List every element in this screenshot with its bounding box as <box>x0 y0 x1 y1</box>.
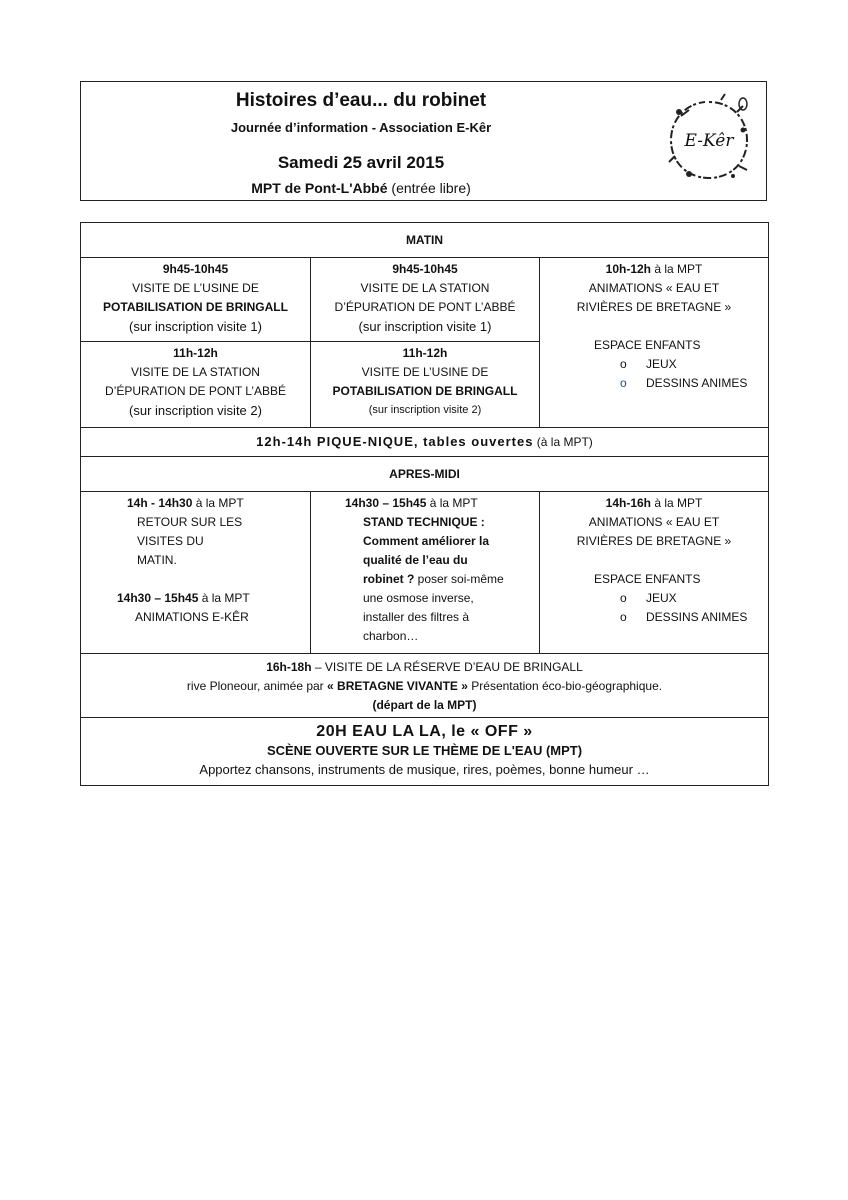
section-morning: MATIN <box>81 223 769 258</box>
list-item: o DESSINS ANIMES <box>620 376 748 390</box>
svg-text:E-Kêr: E-Kêr <box>684 131 734 151</box>
morning-visit-4: 11h-12h VISITE DE L’USINE DE POTABILISATION DE BRINGALL (sur inscription visite 2) <box>311 342 540 428</box>
list-item: o JEUX <box>620 591 677 605</box>
off-event-row: 20H EAU LA LA, le « OFF » SCÈNE OUVERTE SUR LE THÈME DE L'EAU (MPT) Apportez chansons, instruments de musique, rires, poèmes, bonne humeur … <box>81 718 769 786</box>
list-item: o DESSINS ANIMES <box>620 610 748 624</box>
page-title: Histoires d’eau... du robinet <box>235 90 487 111</box>
afternoon-animations: 14h-16h à la MPT ANIMATIONS « EAU ET RIVIÈRES DE BRETAGNE » ESPACE ENFANTS o JEUX o DESSINS ANIMES <box>540 492 769 654</box>
association-logo <box>659 90 759 190</box>
morning-visit-3: 11h-12h VISITE DE LA STATION D’ÉPURATION DE PONT L’ABBÉ (sur inscription visite 2) <box>81 342 311 428</box>
event-date: Samedi 25 avril 2015 <box>277 153 445 172</box>
morning-visit-1: 9h45-10h45 VISITE DE L’USINE DE POTABILISATION DE BRINGALL (sur inscription visite 1) <box>81 258 311 342</box>
afternoon-return: 14h - 14h30 à la MPT RETOUR SUR LES VISITES DU MATIN. 14h30 – 15h45 à la MPT ANIMATIONS E-KÊR <box>81 492 311 654</box>
list-item: o JEUX <box>620 357 677 371</box>
morning-visit-2: 9h45-10h45 VISITE DE LA STATION D’ÉPURATION DE PONT L’ABBÉ (sur inscription visite 1) <box>311 258 540 342</box>
header-box <box>80 81 767 201</box>
section-afternoon: APRES-MIDI <box>81 457 769 492</box>
reserve-visit-row: 16h-18h – VISITE DE LA RÉSERVE D’EAU DE BRINGALL rive Ploneour, animée par « BRETAGNE VIVANTE » Présentation éco-bio-géographique. (départ de la MPT) <box>81 654 769 718</box>
program-table <box>80 222 769 786</box>
event-place: MPT de Pont-L'Abbé (entrée libre) <box>251 180 471 196</box>
morning-animations: 10h-12h à la MPT ANIMATIONS « EAU ET RIVIÈRES DE BRETAGNE » ESPACE ENFANTS o JEUX o DESSINS ANIMES <box>540 258 769 428</box>
afternoon-stand: 14h30 – 15h45 à la MPT STAND TECHNIQUE : Comment améliorer la qualité de l’eau du robinet ? poser soi-même une osmose inverse, installer des filtres à charbon… <box>311 492 540 654</box>
picnic-row: 12h-14h PIQUE-NIQUE, tables ouvertes (à la MPT) <box>81 428 769 457</box>
page-subtitle: Journée d’information - Association E-Kêr <box>230 120 492 135</box>
